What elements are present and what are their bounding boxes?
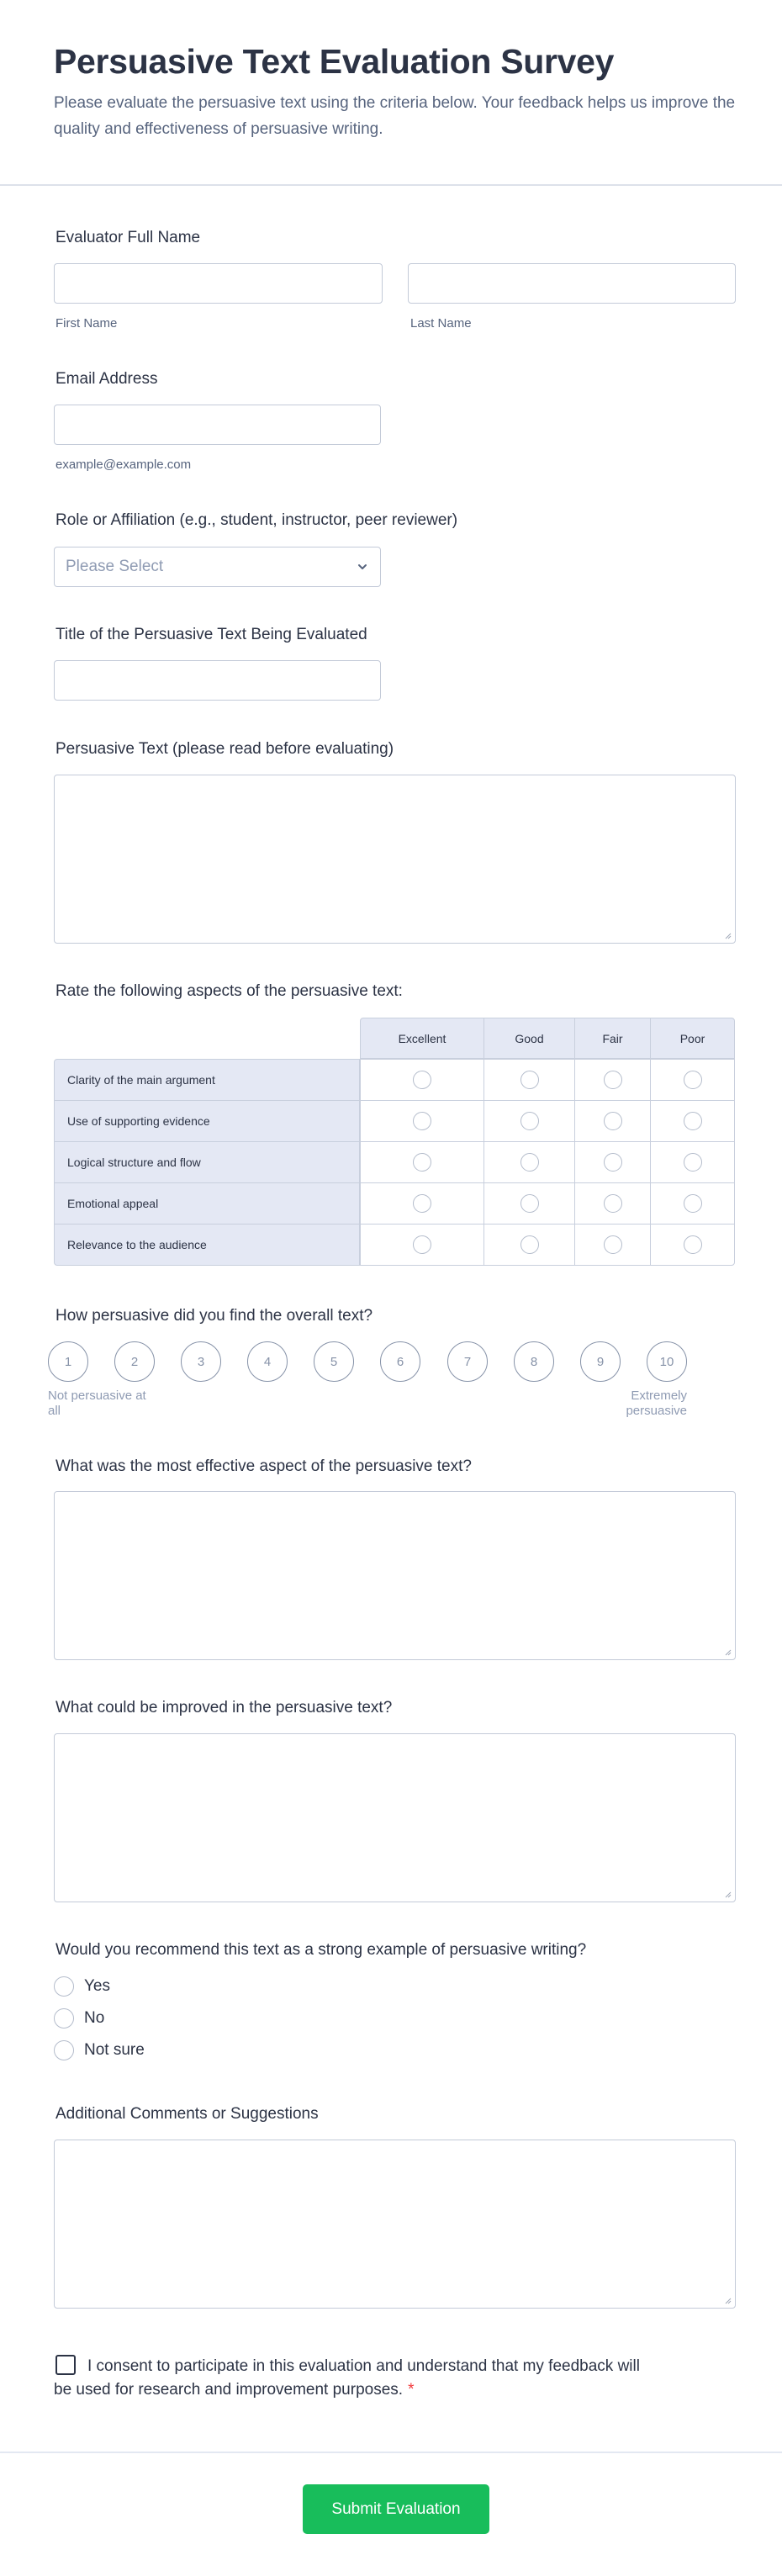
scale-option-8[interactable]: 8 — [514, 1341, 554, 1382]
radio-not-sure[interactable] — [54, 2040, 74, 2060]
matrix-cell — [483, 1059, 575, 1101]
matrix-radio-structure-fair[interactable] — [604, 1153, 622, 1172]
option-label: No — [84, 2009, 105, 2027]
matrix-cell — [574, 1100, 651, 1142]
matrix-row-label: Clarity of the main argument — [54, 1059, 360, 1101]
matrix-radio-relevance-fair[interactable] — [604, 1235, 622, 1254]
scale-option-10[interactable]: 10 — [647, 1341, 687, 1382]
matrix-label: Rate the following aspects of the persuasive text: — [55, 982, 403, 1000]
name-label: Evaluator Full Name — [55, 229, 201, 246]
matrix-radio-clarity-fair[interactable] — [604, 1071, 622, 1089]
matrix-row-label: Logical structure and flow — [54, 1141, 360, 1183]
text-title-label: Title of the Persuasive Text Being Evaluated — [55, 626, 367, 643]
scale-option-2[interactable]: 2 — [114, 1341, 155, 1382]
resize-grip-icon[interactable] — [724, 1648, 732, 1656]
improve-textarea[interactable] — [54, 1733, 736, 1902]
radio-no[interactable] — [54, 2008, 74, 2029]
resize-grip-icon[interactable] — [724, 932, 732, 939]
matrix-radio-emotional-poor[interactable] — [684, 1194, 702, 1213]
matrix-cell — [483, 1224, 575, 1266]
scale-option-3[interactable]: 3 — [181, 1341, 221, 1382]
recommend-option-yes[interactable] — [54, 1976, 110, 1997]
matrix-radio-relevance-good[interactable] — [520, 1235, 539, 1254]
scale-option-7[interactable]: 7 — [447, 1341, 488, 1382]
email-label: Email Address — [55, 370, 158, 388]
last-name-sublabel: Last Name — [410, 316, 472, 331]
consent-label: I consent to participate in this evaluation and understand that my feedback will be used for research and improvement purposes. — [54, 2357, 640, 2399]
matrix-cell — [650, 1059, 735, 1101]
matrix-radio-clarity-excellent[interactable] — [413, 1071, 431, 1089]
matrix-cell — [650, 1141, 735, 1183]
matrix-row-label: Emotional appeal — [54, 1182, 360, 1225]
matrix-cell — [483, 1182, 575, 1225]
scale-option-1[interactable]: 1 — [48, 1341, 88, 1382]
chevron-down-icon — [357, 561, 368, 573]
option-label: Yes — [84, 1977, 110, 1995]
email-input[interactable] — [54, 405, 381, 445]
matrix-radio-clarity-good[interactable] — [520, 1071, 539, 1089]
matrix-cell — [574, 1059, 651, 1101]
first-name-sublabel: First Name — [55, 316, 118, 331]
email-sublabel: example@example.com — [55, 458, 192, 472]
required-mark: * — [408, 2381, 415, 2399]
scale-label: How persuasive did you find the overall text? — [55, 1307, 373, 1325]
persuasive-text-label: Persuasive Text (please read before evaluating) — [55, 740, 394, 758]
recommend-option-no[interactable] — [54, 2008, 104, 2029]
comments-textarea[interactable] — [54, 2140, 736, 2309]
recommend-label: Would you recommend this text as a strong example of persuasive writing? — [55, 1941, 587, 1959]
matrix-col-excellent: Excellent — [360, 1018, 484, 1059]
scale-option-4[interactable]: 4 — [247, 1341, 288, 1382]
matrix-radio-evidence-fair[interactable] — [604, 1112, 622, 1130]
matrix-cell — [574, 1182, 651, 1225]
header-divider — [0, 184, 782, 186]
last-name-input[interactable] — [408, 263, 736, 304]
scale-max-caption: Extremely persuasive — [626, 1389, 687, 1418]
rating-matrix — [54, 1018, 735, 1270]
resize-grip-icon[interactable] — [724, 2297, 732, 2304]
matrix-col-fair: Fair — [574, 1018, 651, 1059]
matrix-radio-evidence-poor[interactable] — [684, 1112, 702, 1130]
radio-yes[interactable] — [54, 1976, 74, 1997]
matrix-radio-relevance-excellent[interactable] — [413, 1235, 431, 1254]
matrix-radio-emotional-excellent[interactable] — [413, 1194, 431, 1213]
scale-option-6[interactable]: 6 — [380, 1341, 420, 1382]
matrix-cell — [650, 1182, 735, 1225]
matrix-cell — [360, 1224, 484, 1266]
page-subtitle: Please evaluate the persuasive text using the criteria below. Your feedback helps us improve the quality and effectiveness of persuasive writing. — [54, 94, 736, 138]
most-effective-label: What was the most effective aspect of the persuasive text? — [55, 1457, 472, 1475]
matrix-radio-relevance-poor[interactable] — [684, 1235, 702, 1254]
matrix-cell — [360, 1100, 484, 1142]
matrix-radio-clarity-poor[interactable] — [684, 1071, 702, 1089]
resize-grip-icon[interactable] — [724, 1891, 732, 1898]
matrix-row-label: Relevance to the audience — [54, 1224, 360, 1266]
matrix-cell — [574, 1224, 651, 1266]
matrix-cell — [650, 1224, 735, 1266]
footer-divider — [0, 2452, 782, 2453]
recommend-option-not-sure[interactable] — [54, 2040, 145, 2060]
matrix-radio-structure-excellent[interactable] — [413, 1153, 431, 1172]
matrix-radio-structure-poor[interactable] — [684, 1153, 702, 1172]
scale-min-caption: Not persuasive at all — [48, 1389, 146, 1418]
improve-label: What could be improved in the persuasive text? — [55, 1699, 393, 1716]
role-label: Role or Affiliation (e.g., student, instructor, peer reviewer) — [55, 511, 458, 529]
matrix-col-good: Good — [483, 1018, 575, 1059]
matrix-cell — [650, 1100, 735, 1142]
role-select-placeholder: Please Select — [66, 558, 164, 575]
matrix-col-poor: Poor — [650, 1018, 735, 1059]
most-effective-textarea[interactable] — [54, 1491, 736, 1660]
matrix-cell — [483, 1141, 575, 1183]
page-title: Persuasive Text Evaluation Survey — [54, 42, 615, 81]
consent-field — [54, 2355, 659, 2402]
role-select[interactable] — [54, 547, 381, 587]
matrix-radio-evidence-good[interactable] — [520, 1112, 539, 1130]
option-label: Not sure — [84, 2041, 145, 2059]
submit-button[interactable]: Submit Evaluation — [303, 2484, 489, 2534]
text-title-input[interactable] — [54, 660, 381, 701]
scale-option-5[interactable]: 5 — [314, 1341, 354, 1382]
matrix-cell — [360, 1059, 484, 1101]
matrix-radio-emotional-good[interactable] — [520, 1194, 539, 1213]
matrix-cell — [360, 1182, 484, 1225]
matrix-cell — [360, 1141, 484, 1183]
matrix-radio-structure-good[interactable] — [520, 1153, 539, 1172]
matrix-row-label: Use of supporting evidence — [54, 1100, 360, 1142]
matrix-radio-emotional-fair[interactable] — [604, 1194, 622, 1213]
matrix-cell — [574, 1141, 651, 1183]
first-name-input[interactable] — [54, 263, 383, 304]
matrix-radio-evidence-excellent[interactable] — [413, 1112, 431, 1130]
consent-checkbox[interactable] — [55, 2355, 76, 2375]
comments-label: Additional Comments or Suggestions — [55, 2105, 319, 2123]
persuasive-text-textarea[interactable] — [54, 775, 736, 944]
matrix-cell — [483, 1100, 575, 1142]
scale-option-9[interactable]: 9 — [580, 1341, 621, 1382]
